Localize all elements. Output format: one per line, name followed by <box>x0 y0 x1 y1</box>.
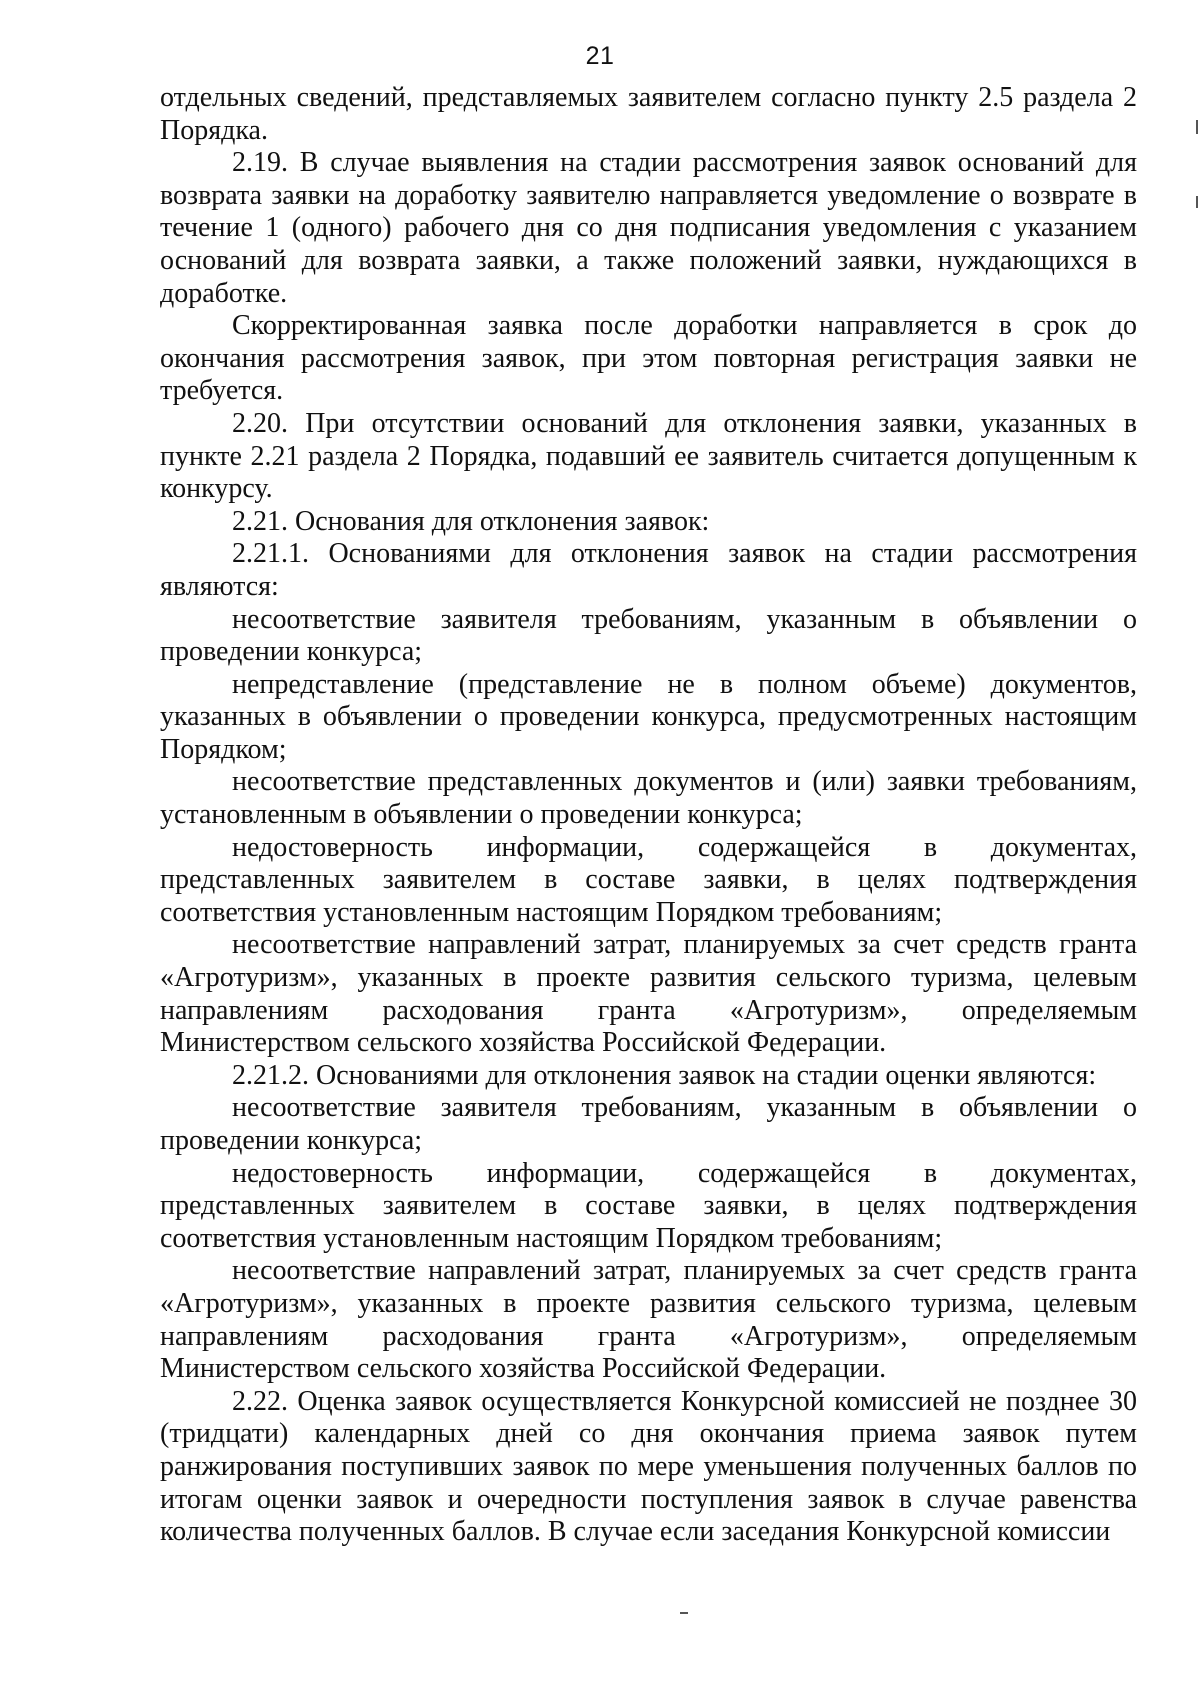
paragraph: недостоверность информации, содержащейся в документах, представленных заявителем в составе заявки, в целях подтверждения соответствия установленным настоящим Порядком требованиям; <box>160 831 1137 928</box>
paragraph: недостоверность информации, содержащейся в документах, представленных заявителем в составе заявки, в целях подтверждения соответствия установленным настоящим Порядком требованиям; <box>160 1157 1137 1254</box>
paragraph: 2.21.1. Основаниями для отклонения заявок на стадии рассмотрения являются: <box>160 538 1137 602</box>
paragraph: 2.19. В случае выявления на стадии рассмотрения заявок оснований для возврата заявки на доработку заявителю направляется уведомление о возврате в течение 1 (одного) рабочего дня со дня подписания уведомления с указанием оснований для возврата заявки, а также положений заявки, нуждающихся в доработке. <box>160 147 1137 309</box>
scan-artifact <box>680 1612 688 1614</box>
paragraph: несоответствие направлений затрат, планируемых за счет средств гранта «Агротуризм», указанных в проекте развития сельского туризма, целевым направлениям расходования гранта «Агротуризм», определяемым Министерством сельского хозяйства Российской Федерации. <box>160 1255 1137 1385</box>
paragraph: непредставление (представление не в полном объеме) документов, указанных в объявлении о проведении конкурса, предусмотренных настоящим Порядком; <box>160 668 1137 765</box>
paragraph: 2.22. Оценка заявок осуществляется Конкурсной комиссией не позднее 30 (тридцати) календарных дней со дня окончания приема заявок путем ранжирования поступивших заявок по мере уменьшения полученных баллов по итогам оценки заявок и очередности поступления заявок в случае равенства количества полученных баллов. В случае если заседания Конкурсной комиссии <box>160 1385 1137 1548</box>
document-body <box>160 82 1137 1549</box>
paragraph: несоответствие представленных документов и (или) заявки требованиям, установленным в объявлении о проведении конкурса; <box>160 766 1137 831</box>
paragraph: несоответствие направлений затрат, планируемых за счет средств гранта «Агротуризм», указанных в проекте развития сельского туризма, целевым направлениям расходования гранта «Агротуризм», определяемым Министерством сельского хозяйства Российской Федерации. <box>160 929 1137 1059</box>
scan-artifact <box>1196 120 1198 134</box>
page-number: 21 <box>585 42 615 70</box>
paragraph: 2.21. Основания для отклонения заявок: <box>232 505 710 537</box>
scan-artifact <box>1196 196 1198 208</box>
paragraph: несоответствие заявителя требованиям, указанным в объявлении о проведении конкурса; <box>160 603 1137 668</box>
paragraph: отдельных сведений, представляемых заявителем согласно пункту 2.5 раздела 2 Порядка. <box>160 82 1137 146</box>
paragraph: несоответствие заявителя требованиям, указанным в объявлении о проведении конкурса; <box>160 1092 1137 1156</box>
paragraph: 2.21.2. Основаниями для отклонения заявок на стадии оценки являются: <box>232 1059 1097 1091</box>
paragraph: 2.20. При отсутствии оснований для отклонения заявки, указанных в пункте 2.21 раздела 2 Порядка, подавший ее заявитель считается допущенным к конкурсу. <box>160 407 1137 505</box>
paragraph: Скорректированная заявка после доработки направляется в срок до окончания рассмотрения заявок, при этом повторная регистрация заявки не требуется. <box>160 310 1137 407</box>
